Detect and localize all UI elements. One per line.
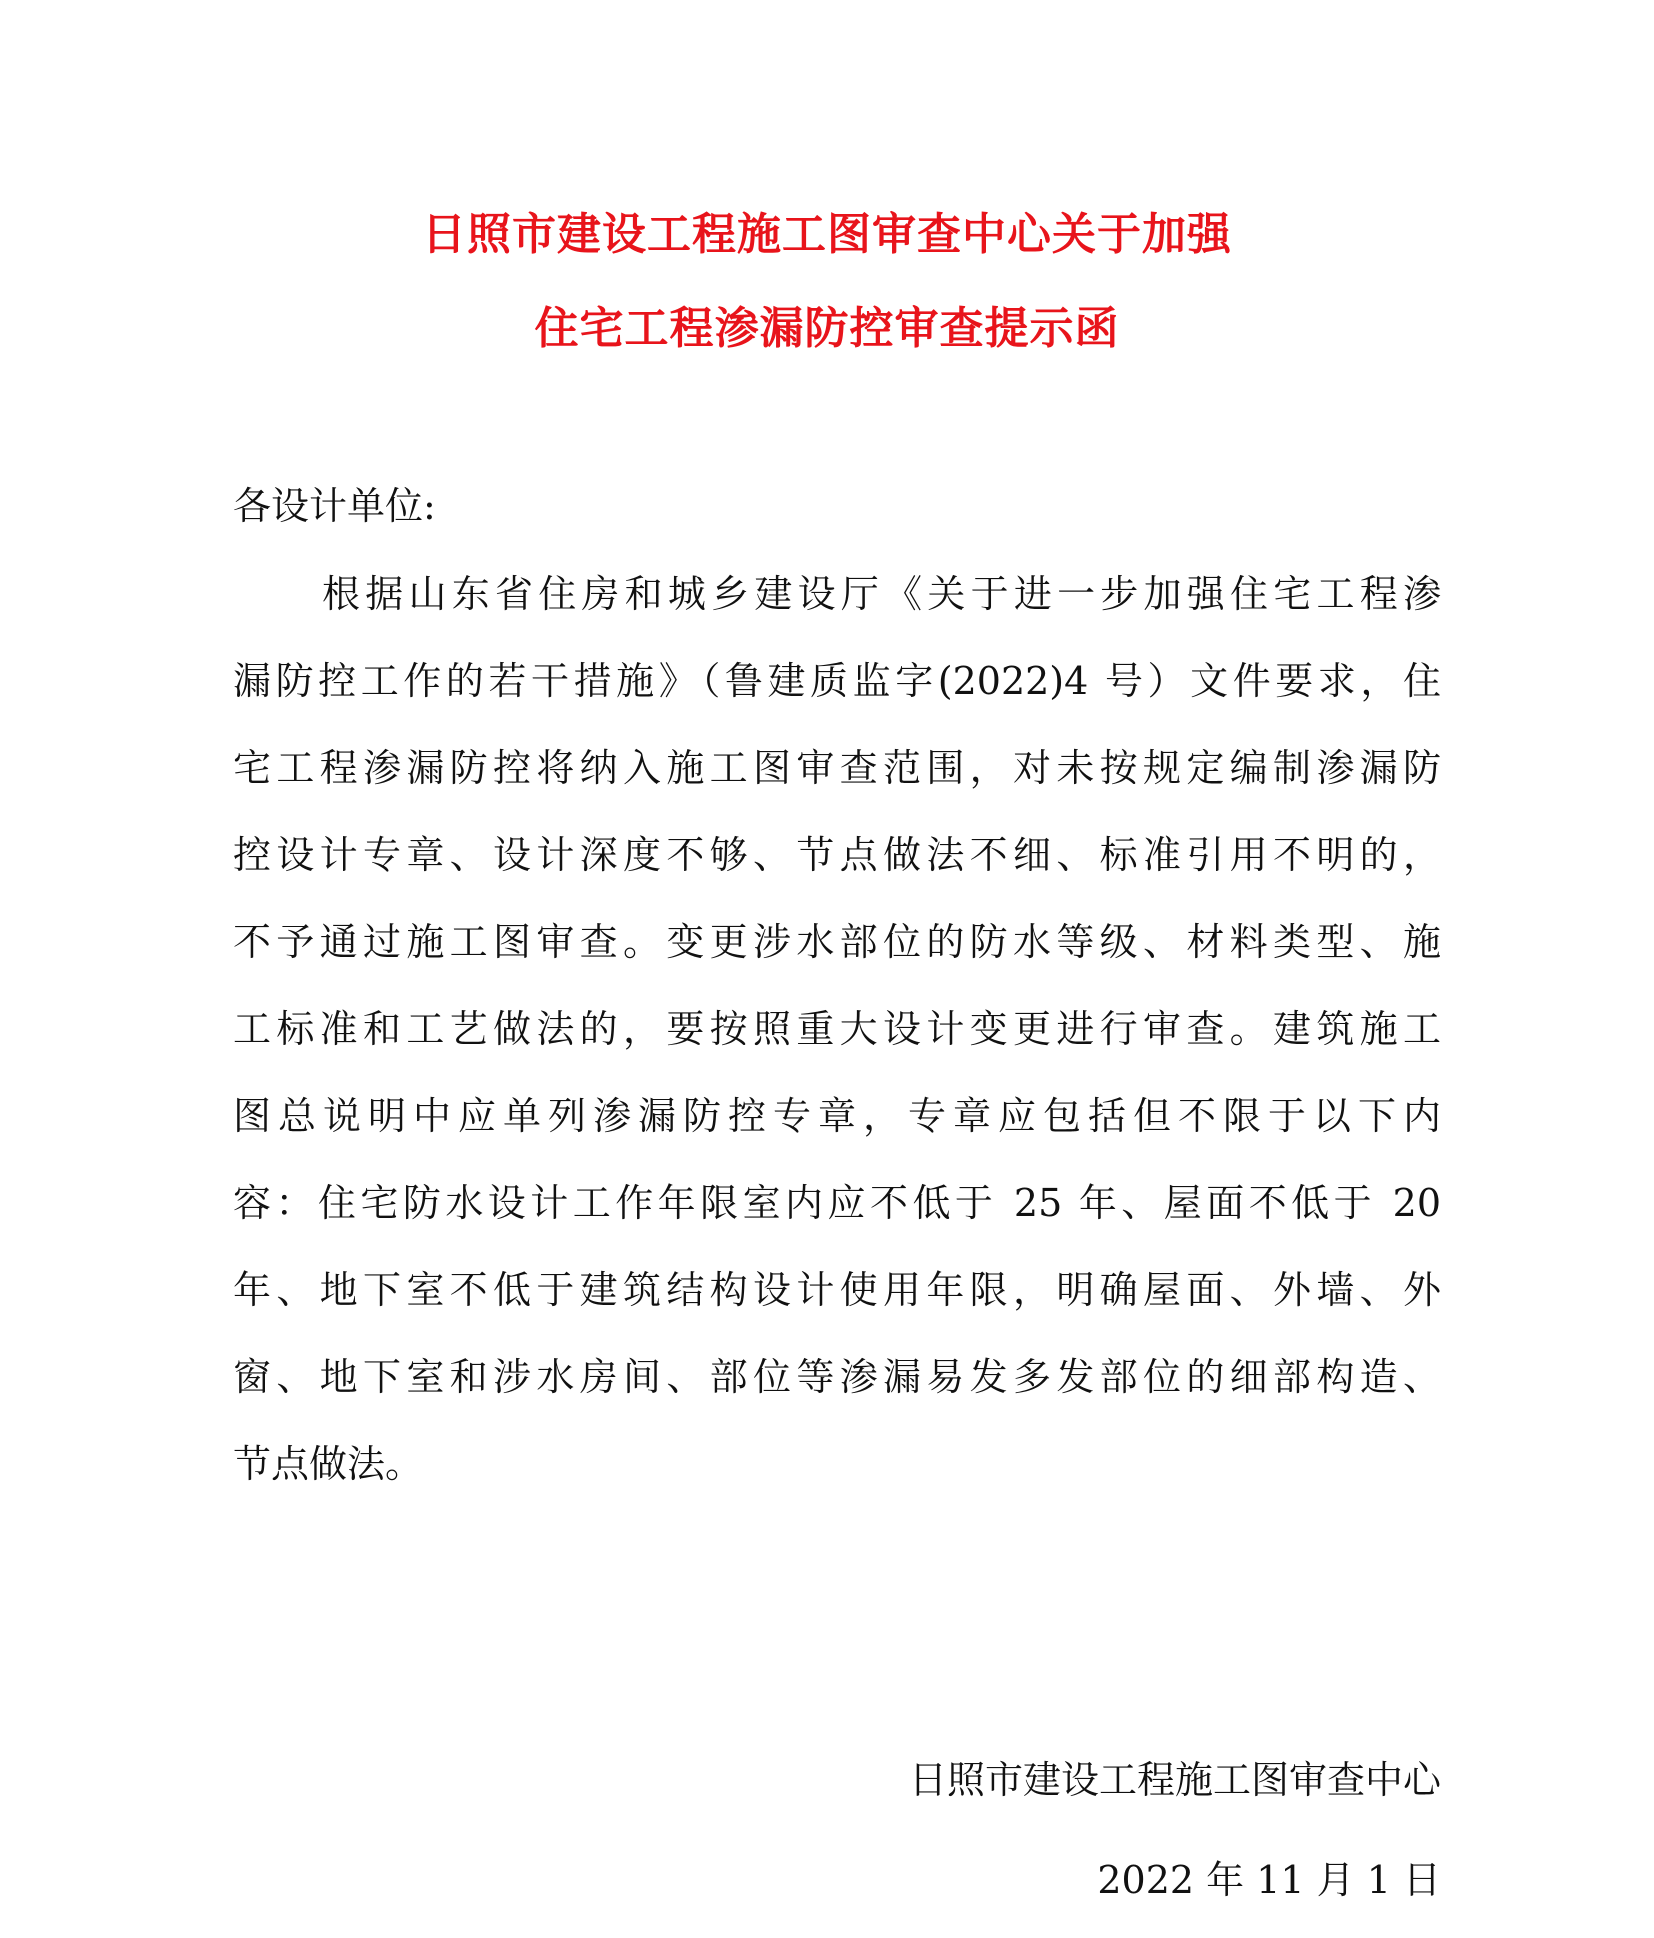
body-line: 宅工程渗漏防控将纳入施工图审查范围，对未按规定编制渗漏防 <box>233 746 1441 790</box>
body-line: 控设计专章、设计深度不够、节点做法不细、标准引用不明的， <box>233 833 1441 877</box>
body-line: 容：住宅防水设计工作年限室内应不低于 25 年、屋面不低于 20 <box>233 1181 1441 1225</box>
body-line: 不予通过施工图审查。变更涉水部位的防水等级、材料类型、施 <box>233 920 1441 964</box>
signature-organization: 日照市建设工程施工图审查中心 <box>908 1758 1441 1802</box>
body-line: 窗、地下室和涉水房间、部位等渗漏易发多发部位的细部构造、 <box>233 1355 1441 1399</box>
body-line: 图总说明中应单列渗漏防控专章，专章应包括但不限于以下内 <box>233 1094 1441 1138</box>
body-line: 工标准和工艺做法的，要按照重大设计变更进行审查。建筑施工 <box>233 1007 1441 1051</box>
salutation: 各设计单位: <box>233 484 436 528</box>
body-line: 节点做法。 <box>233 1442 424 1486</box>
body-line: 年、地下室不低于建筑结构设计使用年限，明确屋面、外墙、外 <box>233 1268 1441 1312</box>
body-line: 漏防控工作的若干措施》（鲁建质监字(2022)4 号）文件要求，住 <box>233 659 1441 703</box>
signature-date: 2022 年 11 月 1 日 <box>1097 1858 1441 1902</box>
body-line: 根据山东省住房和城乡建设厅《关于进一步加强住宅工程渗 <box>322 572 1441 616</box>
document-title-line-2: 住宅工程渗漏防控审查提示函 <box>534 303 1120 354</box>
document-title-line-1: 日照市建设工程施工图审查中心关于加强 <box>422 209 1232 260</box>
